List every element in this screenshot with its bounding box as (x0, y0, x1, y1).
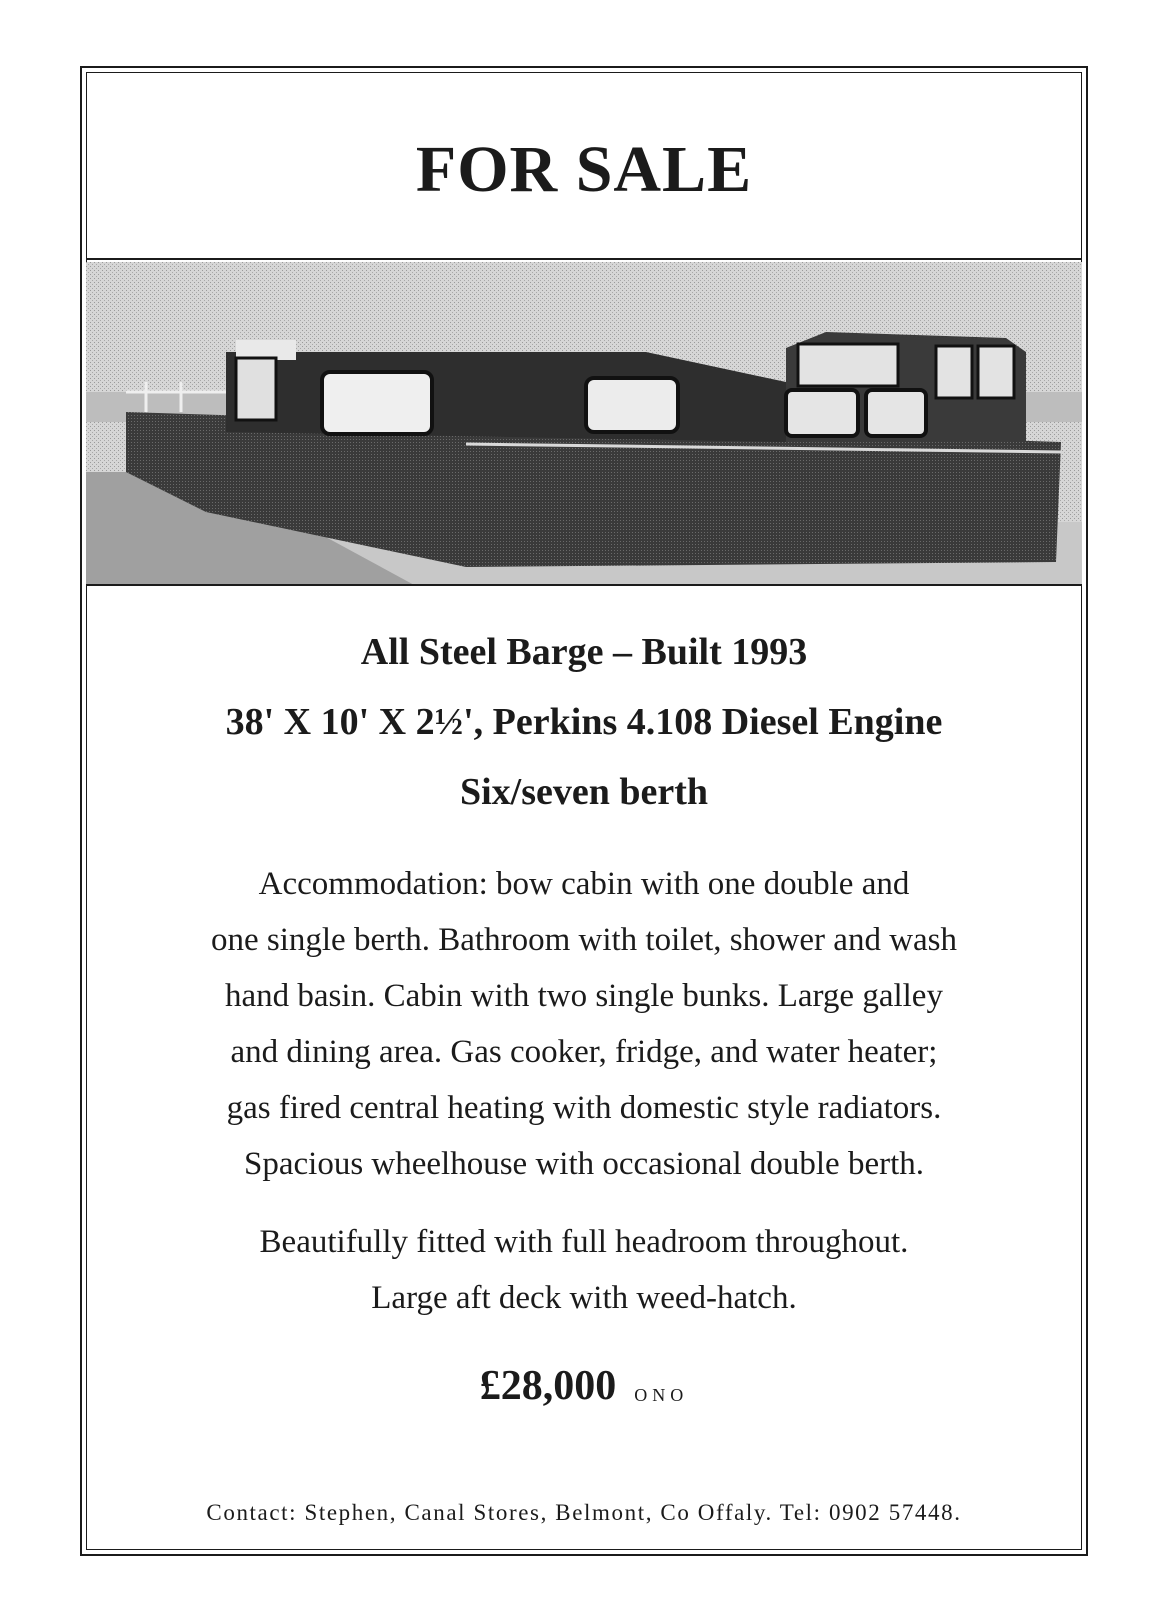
description-line: one single berth. Bathroom with toilet, shower and wash (210, 922, 958, 958)
title-panel (86, 72, 1082, 260)
accommodation-description (86, 856, 1082, 1192)
features-line: Large aft deck with weed-hatch. (371, 1280, 797, 1316)
spec-line-berths: Six/seven berth (459, 771, 709, 813)
price-amount: £28,000 (479, 1363, 617, 1409)
price-ono: ONO (634, 1384, 689, 1405)
features-line: Beautifully fitted with full headroom throughout. (259, 1224, 909, 1260)
description-line: hand basin. Cabin with two single bunks. Large galley (225, 978, 943, 1014)
description-line: and dining area. Gas cooker, fridge, and water heater; (230, 1034, 938, 1070)
spec-line-build: All Steel Barge – Built 1993 (360, 631, 808, 673)
description-line: Accommodation: bow cabin with one double and (258, 866, 910, 902)
spec-line-dimensions: 38' X 10' X 2½', Perkins 4.108 Diesel Engine (225, 701, 943, 743)
features-description (86, 1214, 1082, 1326)
barge-photo (86, 262, 1082, 586)
description-line: gas fired central heating with domestic style radiators. (226, 1090, 942, 1126)
contact-line: Contact: Stephen, Canal Stores, Belmont, Co Offaly. Tel: 0902 57448. (206, 1500, 962, 1525)
page-title: FOR SALE (415, 133, 753, 206)
price-row (86, 1362, 1082, 1410)
description-line: Spacious wheelhouse with occasional double berth. (244, 1146, 924, 1182)
